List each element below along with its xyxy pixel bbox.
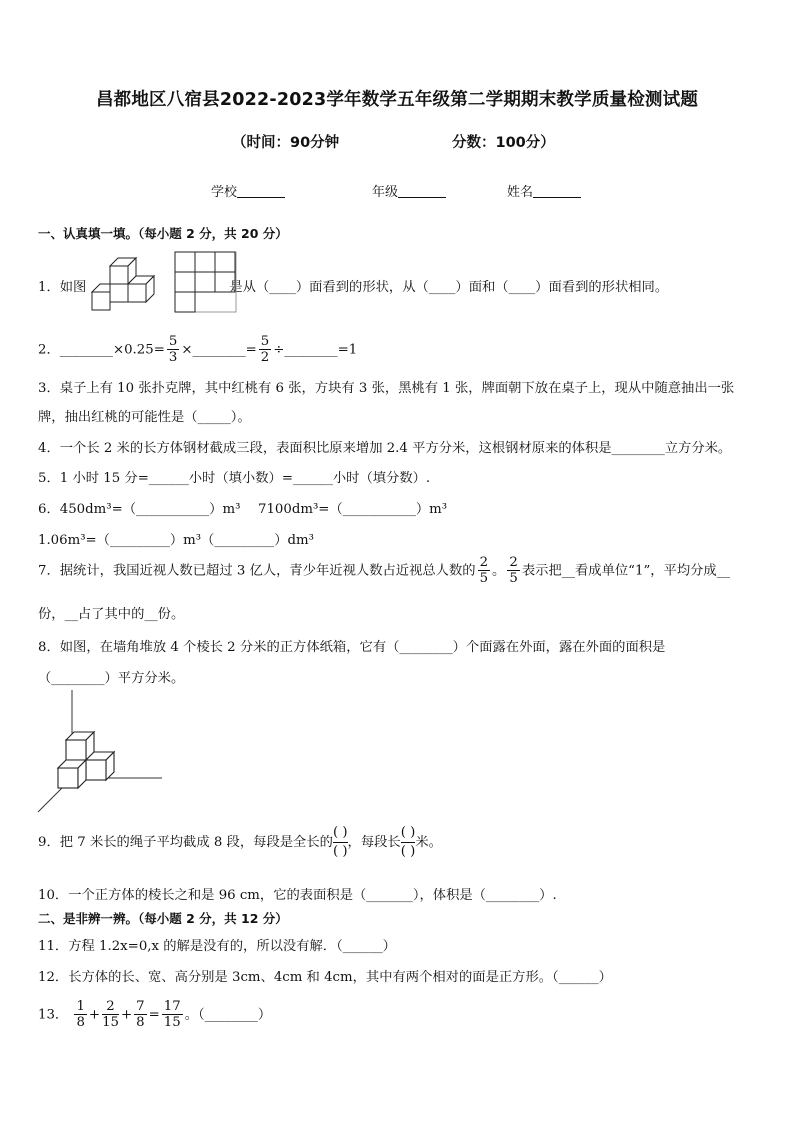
question-4: 4．一个长 2 米的长方体钢材截成三段，表面积比原来增加 2.4 平方分米，这根钢材原来的体积是________立方分米。 [38,441,732,456]
grade-label: 年级 [372,185,399,200]
q13-number: 13． [38,1007,69,1023]
q7-fraction-a [478,556,490,586]
name-label: 姓名 [507,185,534,200]
q1-post: 是从（____）面看到的形状，从（____）面和（____）面看到的形状相同。 [229,280,669,295]
q13-f1-denominator: 8 [76,1015,85,1031]
q2-frac1-denominator: 3 [168,350,178,366]
q7-pre: 7．据统计，我国近视人数已超过 3 亿人，青少年近视人数占近视总人数的 [38,563,476,579]
q9-post: 米。 [415,834,442,850]
school-blank[interactable] [237,185,285,198]
question-7-line-2: 份，__占了其中的__份。 [38,607,185,622]
q1-pre: 如图 [59,280,87,295]
q13-fraction-1 [74,1000,86,1030]
q9-fraction-blank-1[interactable] [333,826,348,859]
q9-blank1-numerator: ( ) [333,826,348,843]
q2-part2: ×________= [181,342,257,358]
q13-f2-denominator: 15 [102,1015,119,1031]
q2-fraction-2 [259,335,271,365]
q13-post: 。（________） [184,1007,272,1023]
q9-blank2-denominator: ( ) [400,843,416,859]
q13-f4-numerator: 17 [163,999,181,1014]
question-2 [38,335,357,365]
question-11: 11．方程 1.2x=0,x 的解是没有的，所以没有解．（______） [38,939,396,954]
q2-frac2-numerator: 5 [260,334,270,349]
q13-equals: = [148,1007,160,1023]
q13-f1-numerator: 1 [76,999,85,1014]
exam-score: 分数：100分） [452,135,555,151]
exam-time: （时间：90分钟 [232,135,340,151]
school-label: 学校 [211,185,238,200]
question-10: 10．一个正方体的棱长之和是 96 cm，它的表面积是（_______），体积是（________）. [38,888,557,903]
question-6-b: 7100dm³=（___________）m³ [258,502,448,517]
question-3-line-2: 牌，抽出红桃的可能性是（_____）。 [38,410,251,425]
q13-fraction-4 [162,1000,183,1030]
q2-part3: ÷________=1 [273,342,358,358]
question-7-line-1 [38,556,730,586]
q2-frac1-numerator: 5 [168,334,178,349]
section-1-heading: 一、认真填一填。（每小题 2 分，共 20 分） [38,226,288,241]
q9-blank1-denominator: ( ) [332,843,348,859]
q2-number: 2． [38,342,60,358]
q7-fraca-numerator: 2 [479,555,489,570]
q13-fraction-2 [102,1000,119,1030]
q9-fraction-blank-2[interactable] [401,826,416,859]
question-6-c: 1.06m³=（_________）m³（_________）dm³ [38,533,314,548]
q13-f3-denominator: 8 [136,1015,145,1031]
question-13 [38,1000,271,1030]
question-8-line-2: （________）平方分米。 [38,671,185,686]
question-3-line-1: 3．桌子上有 10 张扑克牌，其中红桃有 6 张，方块有 3 张，黑桃有 1 张，牌面朝下放在桌子上，现从中随意抽出一张 [38,381,735,396]
q1-cube-figure [90,256,162,314]
question-6-a: 6．450dm³=（___________）m³ [38,502,241,517]
grade-field [372,181,446,200]
q7-fracb-denominator: 5 [509,571,518,587]
q9-pre: 9．把 7 米长的绳子平均截成 8 段，每段是全长的 [38,834,333,850]
q7-fraction-b [507,556,519,586]
school-field [211,181,285,200]
q13-f3-numerator: 7 [136,999,145,1014]
q1-number: 1． [38,280,60,295]
q7-mid: 。 [492,563,506,579]
question-8-line-1: 8．如图，在墙角堆放 4 个棱长 2 分米的正方体纸箱，它有（________）个面露在外面，露在外面的面积是 [38,640,666,655]
q2-part1: ________×0.25= [59,342,165,358]
question-5: 5．1 小时 15 分=______小时（填小数）=______小时（填分数）. [38,471,431,486]
q8-corner-cubes-figure [36,690,164,816]
q9-blank2-numerator: ( ) [401,826,416,843]
q7-fraca-denominator: 5 [479,571,489,587]
section-2-heading: 二、是非辨一辨。（每小题 2 分，共 12 分） [38,911,288,926]
q7-fracb-numerator: 2 [509,555,518,570]
name-field [507,181,581,200]
q13-f4-denominator: 15 [163,1015,181,1031]
question-12: 12．长方体的长、宽、高分别是 3cm、4cm 和 4cm，其中有两个相对的面是正方形。（______） [38,970,612,985]
q13-fraction-3 [134,1000,146,1030]
q9-mid: ，每段长 [347,834,401,850]
q13-f2-numerator: 2 [102,1000,119,1015]
name-blank[interactable] [533,185,581,198]
question-9 [38,826,442,859]
q1-grid-figure [173,250,238,314]
grade-blank[interactable] [398,185,446,198]
q7-post: 表示把__看成单位“1”，平均分成__ [521,563,731,579]
page-title: 昌都地区八宿县2022-2023学年数学五年级第二学期期末教学质量检测试题 [95,90,699,110]
q2-frac2-denominator: 2 [260,350,270,366]
q13-op2: + [121,1007,133,1023]
q13-op1: + [88,1007,101,1023]
q2-fraction-1 [167,335,179,365]
